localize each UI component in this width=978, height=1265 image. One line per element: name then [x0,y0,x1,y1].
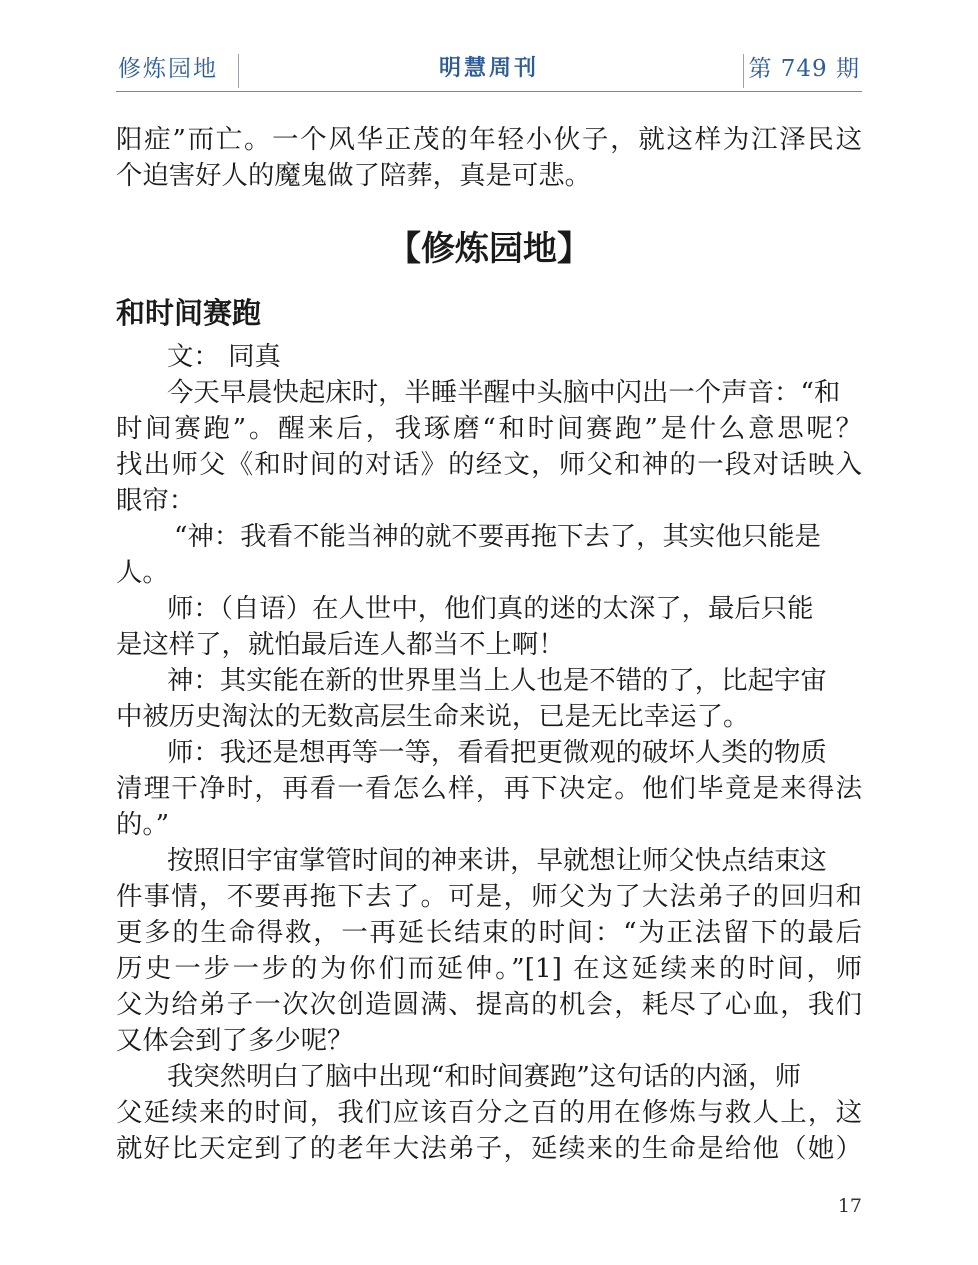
header-rule [116,91,862,92]
header-issue-number: 第 749 期 [748,56,860,82]
article-line: 师：（自语）在人世中，他们真的迷的太深了，最后只能 [167,593,814,624]
article-line: 件事情，不要再拖下去了。可是，师父为了大法弟子的回归和 [116,881,862,912]
article-line: 是这样了，就怕最后连人都当不上啊！ [116,629,565,660]
article-line: 中被历史淘汰的无数高层生命来说，已是无比幸运了。 [116,701,750,732]
intro-line: 阳症”而亡。一个风华正茂的年轻小伙子，就这样为江泽民这 [116,124,862,155]
article-line: 更多的生命得救，一再延长结束的时间：“为正法留下的最后 [116,917,862,948]
article-line: 找出师父《和时间的对话》的经文，师父和神的一段对话映入 [116,449,862,480]
article-line: 人。 [116,557,169,588]
article-author: 文： 同真 [167,341,281,372]
article-line: 按照旧宇宙掌管时间的神来讲，早就想让师父快点结束这 [167,845,827,876]
section-title: 【修炼园地】 [387,229,591,269]
article-line: 就好比天定到了的老年大法弟子，延续来的生命是给他（她） [116,1133,862,1164]
article-title: 和时间赛跑 [116,296,262,330]
header-divider-right [743,54,744,88]
article-lines [116,375,862,1167]
header-publication-title: 明慧周刊 [438,56,539,81]
article-body [116,339,862,1167]
article-line: 神：其实能在新的世界里当上人也是不错的了，比起宇宙 [167,665,827,696]
intro-paragraph [116,122,862,194]
article-line: 历史一步一步的为你们而延伸。”[1] 在这延续来的时间，师 [116,953,862,984]
header-section-name: 修炼园地 [118,56,218,82]
article-line: 父延续来的时间，我们应该百分之百的用在修炼与救人上，这 [116,1097,862,1128]
article-line: 我突然明白了脑中出现“和时间赛跑”这句话的内涵，师 [167,1061,801,1092]
article-line: 的。” [116,809,170,840]
article-line: 师：我还是想再等一等，看看把更微观的破坏人类的物质 [167,737,827,768]
intro-line: 个迫害好人的魔鬼做了陪葬，真是可悲。 [116,160,592,191]
article-line: “神：我看不能当神的就不要再拖下去了，其实他只能是 [174,521,821,552]
article-line: 又体会到了多少呢？ [116,1025,354,1056]
article-line: 清理干净时，再看一看怎么样，再下决定。他们毕竟是来得法 [116,773,862,804]
article-line: 时间赛跑”。醒来后，我琢磨“和时间赛跑”是什么意思呢？ [116,413,862,444]
page-number: 17 [837,1195,862,1217]
article-line: 父为给弟子一次次创造圆满、提高的机会，耗尽了心血，我们 [116,989,862,1020]
article-line: 今天早晨快起床时，半睡半醒中头脑中闪出一个声音：“和 [167,377,841,408]
article-line: 眼帘： [116,485,196,516]
page-header [116,50,862,94]
